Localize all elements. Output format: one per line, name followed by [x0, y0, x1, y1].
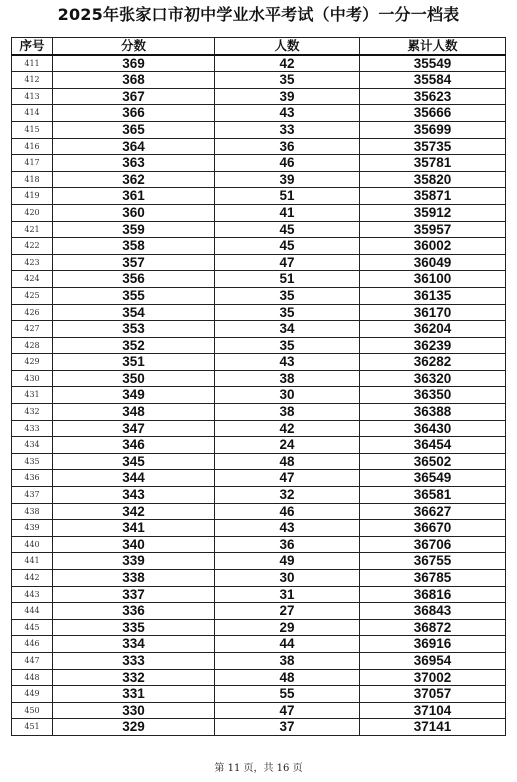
cell-cumulative: 36239 — [360, 337, 506, 354]
cell-seq: 441 — [12, 553, 53, 570]
cell-seq: 445 — [12, 619, 53, 636]
cell-cumulative: 37141 — [360, 719, 506, 736]
cell-score: 357 — [53, 254, 215, 271]
cell-seq: 447 — [12, 652, 53, 669]
cell-count: 34 — [215, 321, 360, 338]
cell-score: 347 — [53, 420, 215, 437]
table-row — [12, 470, 506, 487]
cell-score: 342 — [53, 503, 215, 520]
cell-seq: 450 — [12, 702, 53, 719]
cell-count: 47 — [215, 470, 360, 487]
cell-cumulative: 37104 — [360, 702, 506, 719]
cell-score: 352 — [53, 337, 215, 354]
cell-seq: 415 — [12, 121, 53, 138]
table-row — [12, 337, 506, 354]
cell-cumulative: 35912 — [360, 204, 506, 221]
cell-score: 365 — [53, 121, 215, 138]
table-row — [12, 603, 506, 620]
cell-count: 29 — [215, 619, 360, 636]
cell-seq: 421 — [12, 221, 53, 238]
table-body — [12, 55, 506, 736]
cell-seq: 438 — [12, 503, 53, 520]
cell-score: 336 — [53, 603, 215, 620]
table-row — [12, 503, 506, 520]
table-row — [12, 686, 506, 703]
cell-seq: 448 — [12, 669, 53, 686]
cell-cumulative: 36954 — [360, 652, 506, 669]
cell-seq: 449 — [12, 686, 53, 703]
cell-seq: 437 — [12, 487, 53, 504]
cell-score: 338 — [53, 570, 215, 587]
cell-score: 345 — [53, 453, 215, 470]
cell-count: 38 — [215, 370, 360, 387]
cell-cumulative: 36706 — [360, 536, 506, 553]
cell-score: 358 — [53, 238, 215, 255]
cell-cumulative: 36049 — [360, 254, 506, 271]
cell-count: 31 — [215, 586, 360, 603]
table-row — [12, 221, 506, 238]
table-row — [12, 304, 506, 321]
cell-score: 359 — [53, 221, 215, 238]
table-row — [12, 636, 506, 653]
table-row — [12, 652, 506, 669]
cell-cumulative: 36581 — [360, 487, 506, 504]
cell-cumulative: 36627 — [360, 503, 506, 520]
table-row — [12, 702, 506, 719]
cell-cumulative: 35957 — [360, 221, 506, 238]
header-cumulative: 累计人数 — [360, 38, 506, 55]
header-seq: 序号 — [12, 38, 53, 55]
score-distribution-table — [11, 37, 506, 736]
table-row — [12, 72, 506, 89]
cell-score: 356 — [53, 271, 215, 288]
table-header — [12, 38, 506, 55]
cell-cumulative: 36282 — [360, 354, 506, 371]
cell-cumulative: 36755 — [360, 553, 506, 570]
cell-count: 35 — [215, 304, 360, 321]
cell-score: 349 — [53, 387, 215, 404]
cell-count: 45 — [215, 238, 360, 255]
cell-score: 367 — [53, 88, 215, 105]
cell-score: 329 — [53, 719, 215, 736]
cell-seq: 427 — [12, 321, 53, 338]
cell-score: 334 — [53, 636, 215, 653]
cell-count: 47 — [215, 254, 360, 271]
table-row — [12, 586, 506, 603]
cell-count: 27 — [215, 603, 360, 620]
cell-score: 363 — [53, 155, 215, 172]
cell-score: 368 — [53, 72, 215, 89]
table-row — [12, 536, 506, 553]
cell-score: 335 — [53, 619, 215, 636]
cell-seq: 429 — [12, 354, 53, 371]
cell-score: 339 — [53, 553, 215, 570]
cell-count: 30 — [215, 387, 360, 404]
cell-seq: 414 — [12, 105, 53, 122]
cell-seq: 439 — [12, 520, 53, 537]
header-count: 人数 — [215, 38, 360, 55]
cell-seq: 425 — [12, 287, 53, 304]
table-row — [12, 105, 506, 122]
cell-count: 49 — [215, 553, 360, 570]
cell-seq: 431 — [12, 387, 53, 404]
cell-count: 51 — [215, 188, 360, 205]
cell-score: 337 — [53, 586, 215, 603]
cell-seq: 434 — [12, 437, 53, 454]
cell-seq: 424 — [12, 271, 53, 288]
cell-cumulative: 36388 — [360, 404, 506, 421]
cell-cumulative: 35584 — [360, 72, 506, 89]
cell-cumulative: 36916 — [360, 636, 506, 653]
table-row — [12, 155, 506, 172]
table-row — [12, 570, 506, 587]
cell-count: 44 — [215, 636, 360, 653]
cell-count: 41 — [215, 204, 360, 221]
header-row — [12, 38, 506, 55]
cell-cumulative: 36502 — [360, 453, 506, 470]
cell-seq: 416 — [12, 138, 53, 155]
table-row — [12, 88, 506, 105]
cell-cumulative: 36170 — [360, 304, 506, 321]
cell-cumulative: 36785 — [360, 570, 506, 587]
table-row — [12, 420, 506, 437]
cell-cumulative: 37002 — [360, 669, 506, 686]
cell-seq: 411 — [12, 55, 53, 72]
table-row — [12, 287, 506, 304]
cell-count: 45 — [215, 221, 360, 238]
table-row — [12, 719, 506, 736]
cell-score: 333 — [53, 652, 215, 669]
cell-score: 360 — [53, 204, 215, 221]
cell-cumulative: 35549 — [360, 55, 506, 72]
cell-count: 37 — [215, 719, 360, 736]
cell-score: 343 — [53, 487, 215, 504]
cell-cumulative: 36454 — [360, 437, 506, 454]
page-footer: 第 11 页，共 16 页 — [214, 763, 303, 774]
cell-score: 344 — [53, 470, 215, 487]
cell-cumulative: 36002 — [360, 238, 506, 255]
cell-count: 39 — [215, 88, 360, 105]
cell-seq: 417 — [12, 155, 53, 172]
cell-score: 331 — [53, 686, 215, 703]
cell-seq: 422 — [12, 238, 53, 255]
cell-count: 48 — [215, 669, 360, 686]
cell-cumulative: 36549 — [360, 470, 506, 487]
cell-score: 330 — [53, 702, 215, 719]
table-row — [12, 271, 506, 288]
cell-seq: 440 — [12, 536, 53, 553]
table-row — [12, 238, 506, 255]
cell-count: 35 — [215, 337, 360, 354]
cell-seq: 435 — [12, 453, 53, 470]
cell-score: 366 — [53, 105, 215, 122]
cell-cumulative: 36204 — [360, 321, 506, 338]
cell-count: 39 — [215, 171, 360, 188]
table-row — [12, 204, 506, 221]
cell-count: 43 — [215, 105, 360, 122]
cell-seq: 423 — [12, 254, 53, 271]
cell-score: 369 — [53, 55, 215, 72]
cell-cumulative: 35871 — [360, 188, 506, 205]
cell-seq: 433 — [12, 420, 53, 437]
cell-score: 353 — [53, 321, 215, 338]
table-row — [12, 487, 506, 504]
cell-seq: 446 — [12, 636, 53, 653]
cell-seq: 432 — [12, 404, 53, 421]
cell-count: 43 — [215, 354, 360, 371]
table-row — [12, 404, 506, 421]
cell-cumulative: 35820 — [360, 171, 506, 188]
cell-seq: 442 — [12, 570, 53, 587]
cell-count: 36 — [215, 536, 360, 553]
cell-count: 48 — [215, 453, 360, 470]
cell-cumulative: 37057 — [360, 686, 506, 703]
cell-count: 30 — [215, 570, 360, 587]
cell-seq: 430 — [12, 370, 53, 387]
table-row — [12, 437, 506, 454]
page-title: 2025年张家口市初中学业水平考试（中考）一分一档表 — [57, 5, 460, 24]
table-row — [12, 354, 506, 371]
table-row — [12, 188, 506, 205]
table-row — [12, 171, 506, 188]
cell-score: 346 — [53, 437, 215, 454]
cell-score: 364 — [53, 138, 215, 155]
table-row — [12, 321, 506, 338]
cell-seq: 451 — [12, 719, 53, 736]
cell-score: 340 — [53, 536, 215, 553]
cell-cumulative: 36350 — [360, 387, 506, 404]
cell-count: 55 — [215, 686, 360, 703]
table-row — [12, 55, 506, 72]
cell-count: 35 — [215, 72, 360, 89]
cell-seq: 418 — [12, 171, 53, 188]
table-row — [12, 121, 506, 138]
cell-score: 341 — [53, 520, 215, 537]
cell-seq: 426 — [12, 304, 53, 321]
cell-count: 46 — [215, 503, 360, 520]
cell-cumulative: 35699 — [360, 121, 506, 138]
cell-cumulative: 36670 — [360, 520, 506, 537]
cell-seq: 419 — [12, 188, 53, 205]
cell-cumulative: 36843 — [360, 603, 506, 620]
table-row — [12, 669, 506, 686]
cell-count: 35 — [215, 287, 360, 304]
table-row — [12, 370, 506, 387]
cell-count: 36 — [215, 138, 360, 155]
cell-count: 42 — [215, 420, 360, 437]
cell-count: 32 — [215, 487, 360, 504]
cell-seq: 444 — [12, 603, 53, 620]
cell-score: 361 — [53, 188, 215, 205]
table-row — [12, 553, 506, 570]
cell-count: 43 — [215, 520, 360, 537]
table-row — [12, 520, 506, 537]
cell-score: 355 — [53, 287, 215, 304]
cell-seq: 443 — [12, 586, 53, 603]
cell-cumulative: 35781 — [360, 155, 506, 172]
cell-count: 46 — [215, 155, 360, 172]
table-row — [12, 138, 506, 155]
cell-cumulative: 35666 — [360, 105, 506, 122]
cell-cumulative: 36872 — [360, 619, 506, 636]
cell-cumulative: 36430 — [360, 420, 506, 437]
cell-count: 38 — [215, 652, 360, 669]
table-row — [12, 453, 506, 470]
cell-score: 354 — [53, 304, 215, 321]
cell-cumulative: 35735 — [360, 138, 506, 155]
cell-score: 348 — [53, 404, 215, 421]
cell-count: 47 — [215, 702, 360, 719]
cell-score: 351 — [53, 354, 215, 371]
cell-cumulative: 36135 — [360, 287, 506, 304]
table-row — [12, 387, 506, 404]
cell-count: 51 — [215, 271, 360, 288]
cell-score: 350 — [53, 370, 215, 387]
header-score: 分数 — [53, 38, 215, 55]
cell-cumulative: 35623 — [360, 88, 506, 105]
cell-seq: 420 — [12, 204, 53, 221]
table-row — [12, 619, 506, 636]
cell-count: 24 — [215, 437, 360, 454]
cell-count: 42 — [215, 55, 360, 72]
cell-seq: 413 — [12, 88, 53, 105]
cell-seq: 428 — [12, 337, 53, 354]
cell-seq: 412 — [12, 72, 53, 89]
cell-cumulative: 36100 — [360, 271, 506, 288]
cell-cumulative: 36320 — [360, 370, 506, 387]
cell-seq: 436 — [12, 470, 53, 487]
cell-cumulative: 36816 — [360, 586, 506, 603]
cell-score: 362 — [53, 171, 215, 188]
cell-score: 332 — [53, 669, 215, 686]
cell-count: 33 — [215, 121, 360, 138]
table-row — [12, 254, 506, 271]
cell-count: 38 — [215, 404, 360, 421]
